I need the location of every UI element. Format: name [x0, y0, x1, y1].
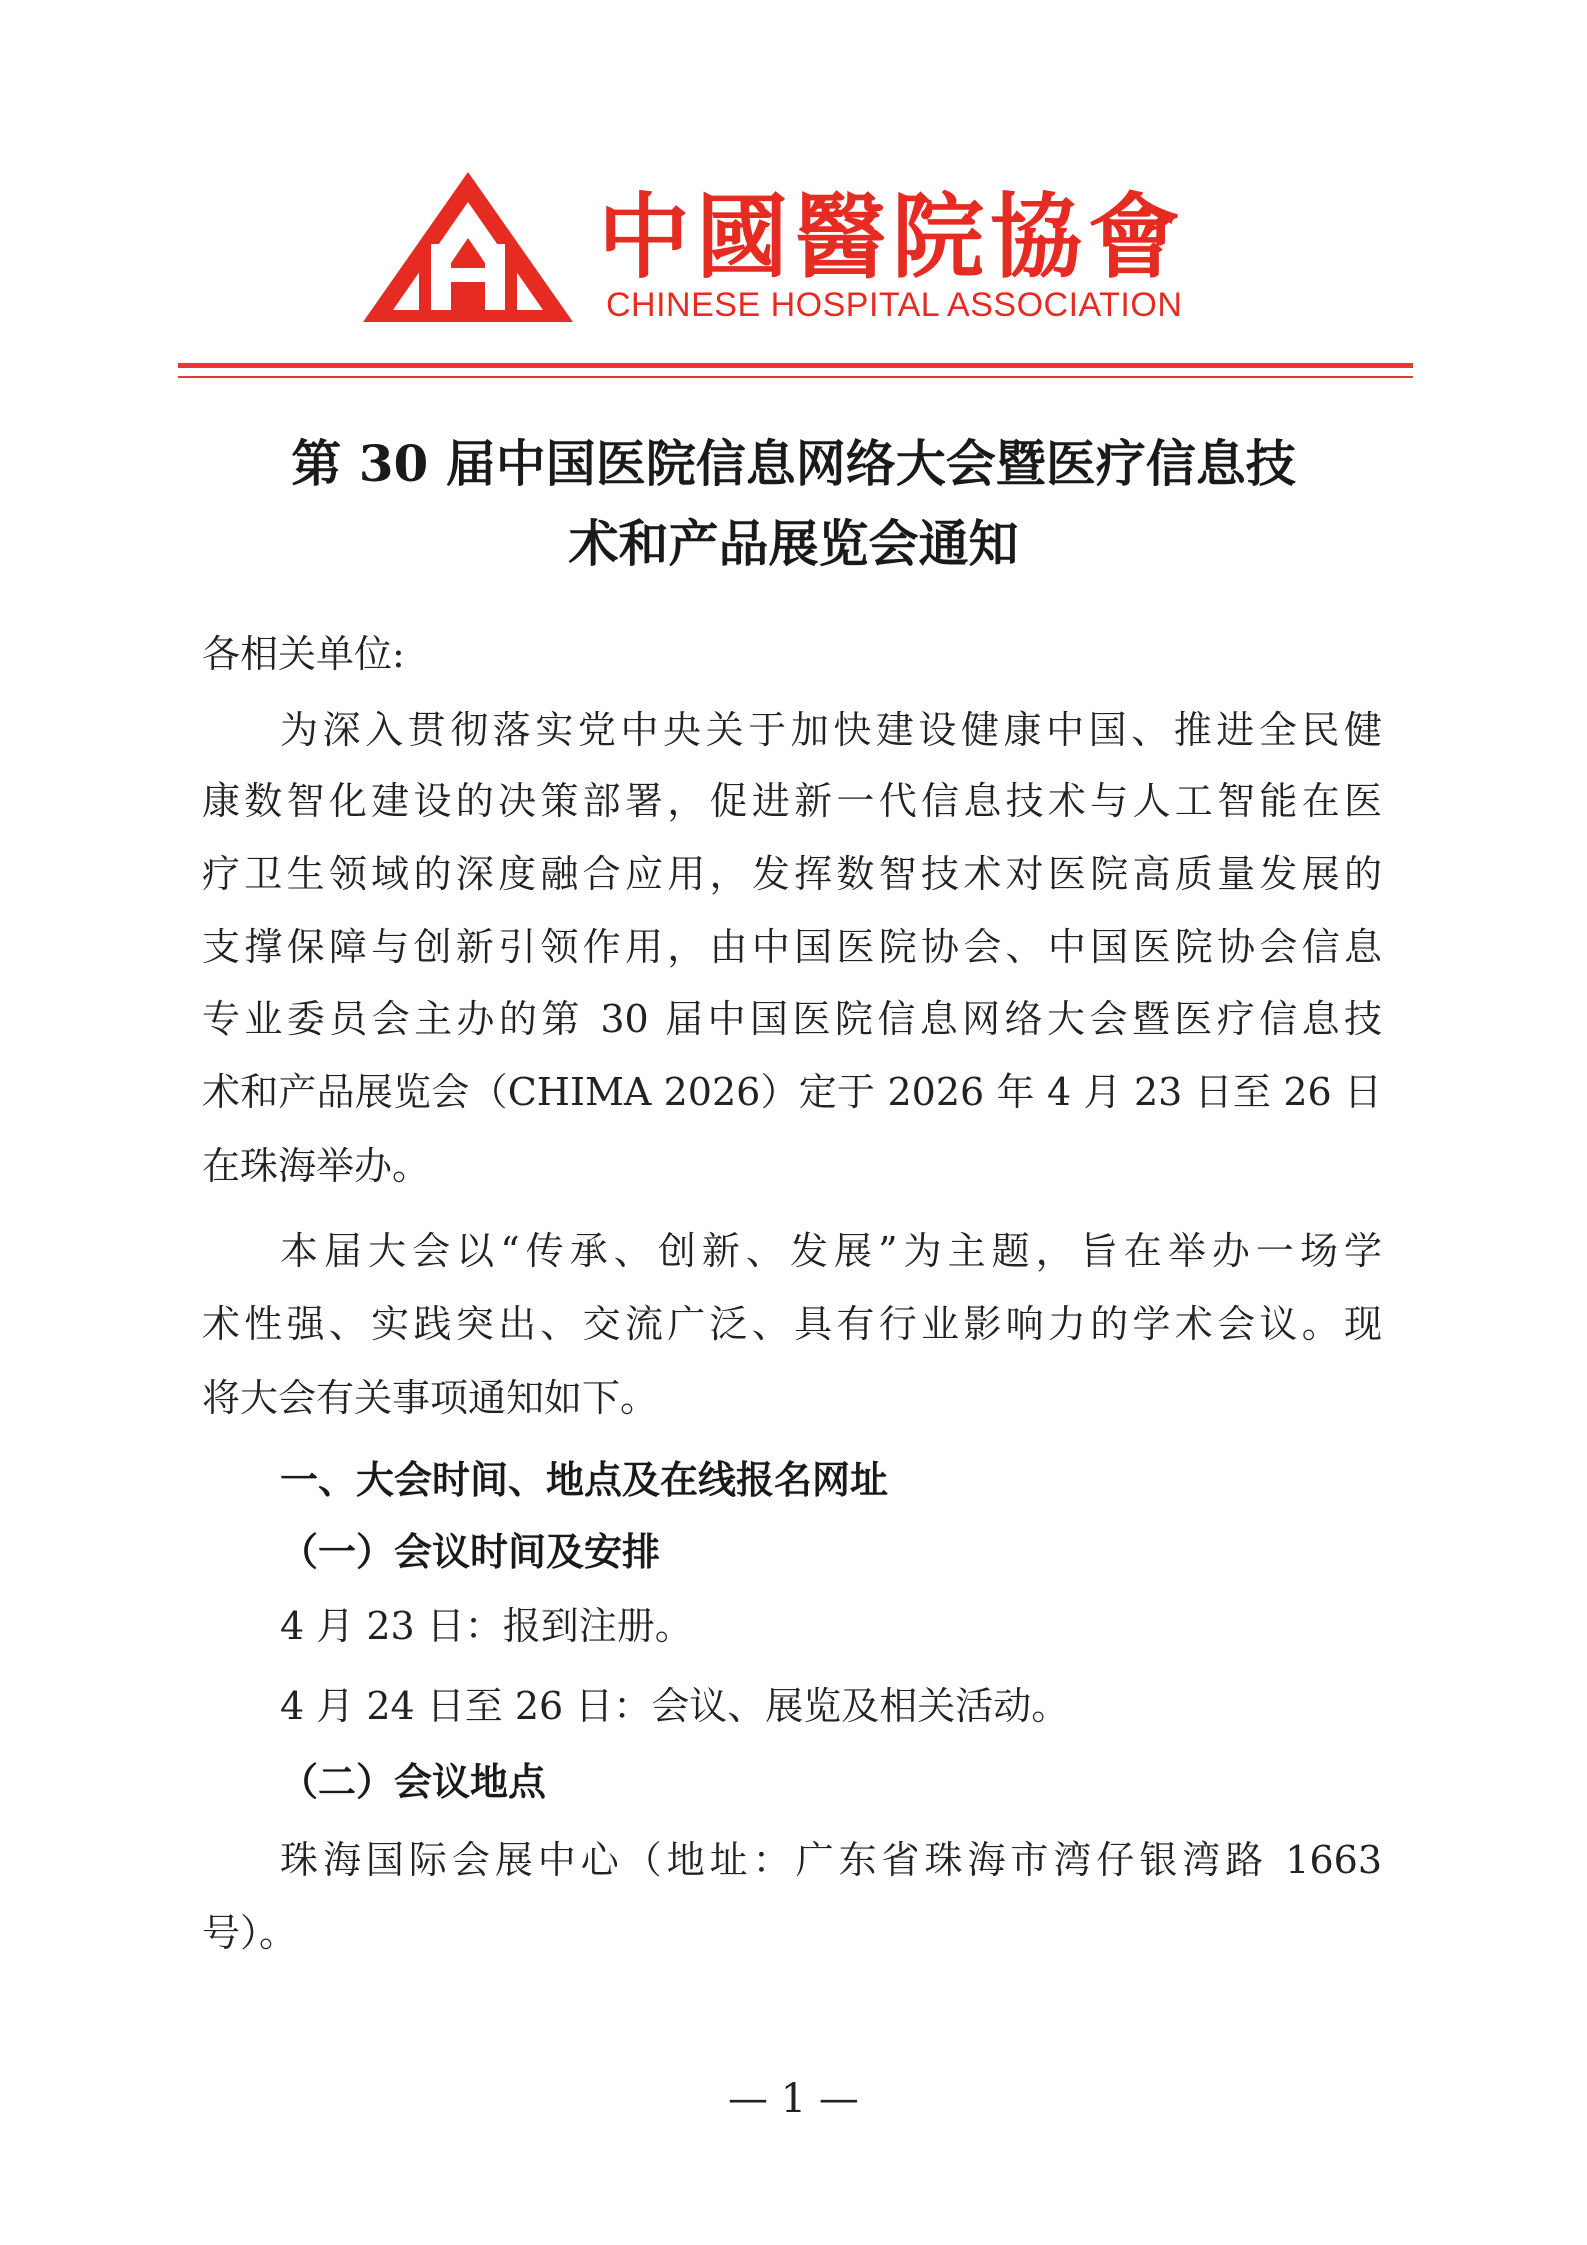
paragraph-line: 将大会有关事项通知如下。 — [202, 1376, 659, 1420]
paragraph-line: 专业委员会主办的第 30 届中国医院信息网络大会暨医疗信息技 — [202, 997, 1382, 1041]
cha-logo-icon — [363, 172, 573, 322]
paragraph-line: 为深入贯彻落实党中央关于加快建设健康中国、推进全民健 — [280, 708, 1382, 752]
letterhead-rule-thick — [178, 363, 1413, 368]
page-number: — 1 — — [728, 2076, 859, 2122]
paragraph-line: 在珠海举办。 — [202, 1144, 431, 1188]
schedule-item: 4 月 24 日至 26 日：会议、展览及相关活动。 — [280, 1684, 1070, 1728]
association-name-cn: 中國醫院協會 — [598, 183, 1187, 291]
title-line: 术和产品展览会通知 — [568, 514, 1019, 573]
schedule-item: 4 月 23 日：报到注册。 — [280, 1604, 693, 1648]
association-name-en: CHINESE HOSPITAL ASSOCIATION — [606, 286, 1183, 324]
salutation: 各相关单位: — [202, 632, 405, 676]
paragraph-line: 本届大会以“传承、创新、发展”为主题，旨在举办一场学 — [280, 1229, 1382, 1273]
venue-line: 珠海国际会展中心（地址：广东省珠海市湾仔银湾路 1663 — [280, 1838, 1382, 1882]
venue-line: 号）。 — [202, 1911, 298, 1955]
title-line: 第 30 届中国医院信息网络大会暨医疗信息技 — [291, 434, 1296, 493]
paragraph-line: 术性强、实践突出、交流广泛、具有行业影响力的学术会议。现 — [202, 1302, 1382, 1346]
section-heading: 一、大会时间、地点及在线报名网址 — [280, 1458, 889, 1502]
letterhead — [0, 150, 1587, 350]
paragraph-line: 康数智化建设的决策部署，促进新一代信息技术与人工智能在医 — [202, 779, 1382, 823]
paragraph-line: 支撑保障与创新引领作用，由中国医院协会、中国医院协会信息 — [202, 925, 1382, 969]
document-title — [200, 424, 1387, 584]
letterhead-rule-thin — [178, 376, 1413, 378]
paragraph-line: 疗卫生领域的深度融合应用，发挥数智技术对医院高质量发展的 — [202, 852, 1382, 896]
paragraph-line: 术和产品展览会（CHIMA 2026）定于 2026 年 4 月 23 日至 26 日 — [202, 1070, 1382, 1114]
subsection-heading: （一）会议时间及安排 — [280, 1529, 661, 1574]
subsection-heading: （二）会议地点 — [280, 1759, 547, 1804]
